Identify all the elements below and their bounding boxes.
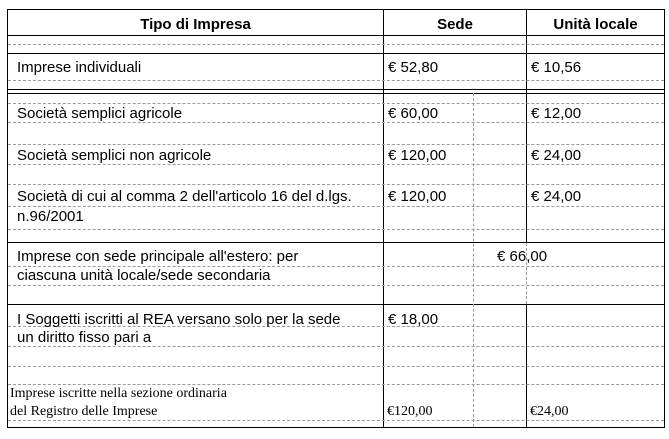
row-divider (7, 304, 664, 305)
row-divider (7, 53, 664, 54)
grid-line (8, 44, 664, 45)
row-label: Imprese individuali (17, 59, 142, 76)
unita-locale-value: € 10,56 (531, 59, 582, 76)
sede-value: € 18,00 (388, 311, 439, 328)
row-divider (7, 89, 664, 90)
sede-value: € 120,00 (388, 188, 447, 205)
header-divider (7, 35, 664, 36)
row-label: I Soggetti iscritti al REA versano solo per la sede (17, 311, 341, 328)
header-unita-locale: Unità locale (553, 16, 638, 33)
sede-value: € 120,00 (388, 147, 447, 164)
row-label: del Registro delle Imprese (10, 404, 158, 419)
row-label: Società semplici non agricole (17, 147, 212, 164)
row-label: un diritto fisso pari a (17, 329, 152, 346)
unita-locale-value: € 24,00 (531, 147, 582, 164)
row-label: Società semplici agricole (17, 105, 183, 122)
unita-locale-value: €24,00 (530, 404, 569, 419)
table-border-top (7, 9, 664, 10)
grid-line (8, 184, 664, 185)
grid-line (8, 144, 664, 145)
sede-value: € 52,80 (388, 59, 439, 76)
table-border-bottom (7, 427, 664, 428)
row-label: ciascuna unità locale/sede secondaria (17, 267, 271, 284)
header-tipo-impresa: Tipo di Impresa (140, 16, 251, 33)
unita-locale-value: € 24,00 (531, 188, 582, 205)
row-label: Imprese iscritte nella sezione ordinaria (10, 386, 227, 401)
grid-line (8, 80, 664, 81)
grid-line (8, 285, 664, 286)
sede-value: €120,00 (387, 404, 433, 419)
table-border-right (664, 9, 665, 428)
grid-line (8, 229, 664, 230)
row-label: n.96/2001 (17, 208, 84, 225)
row-divider (7, 93, 664, 94)
unita-locale-value: € 12,00 (531, 105, 582, 122)
grid-line (8, 366, 664, 367)
combined-value: € 66,00 (497, 248, 548, 265)
grid-line (473, 93, 474, 427)
row-divider (7, 242, 664, 243)
header-sede: Sede (437, 16, 473, 33)
grid-line (8, 206, 664, 207)
row-label: Società di cui al comma 2 dell'articolo 16 del d.lgs. (17, 188, 352, 205)
row-label: Imprese con sede principale all'estero: per (17, 248, 299, 265)
sede-value: € 60,00 (388, 105, 439, 122)
